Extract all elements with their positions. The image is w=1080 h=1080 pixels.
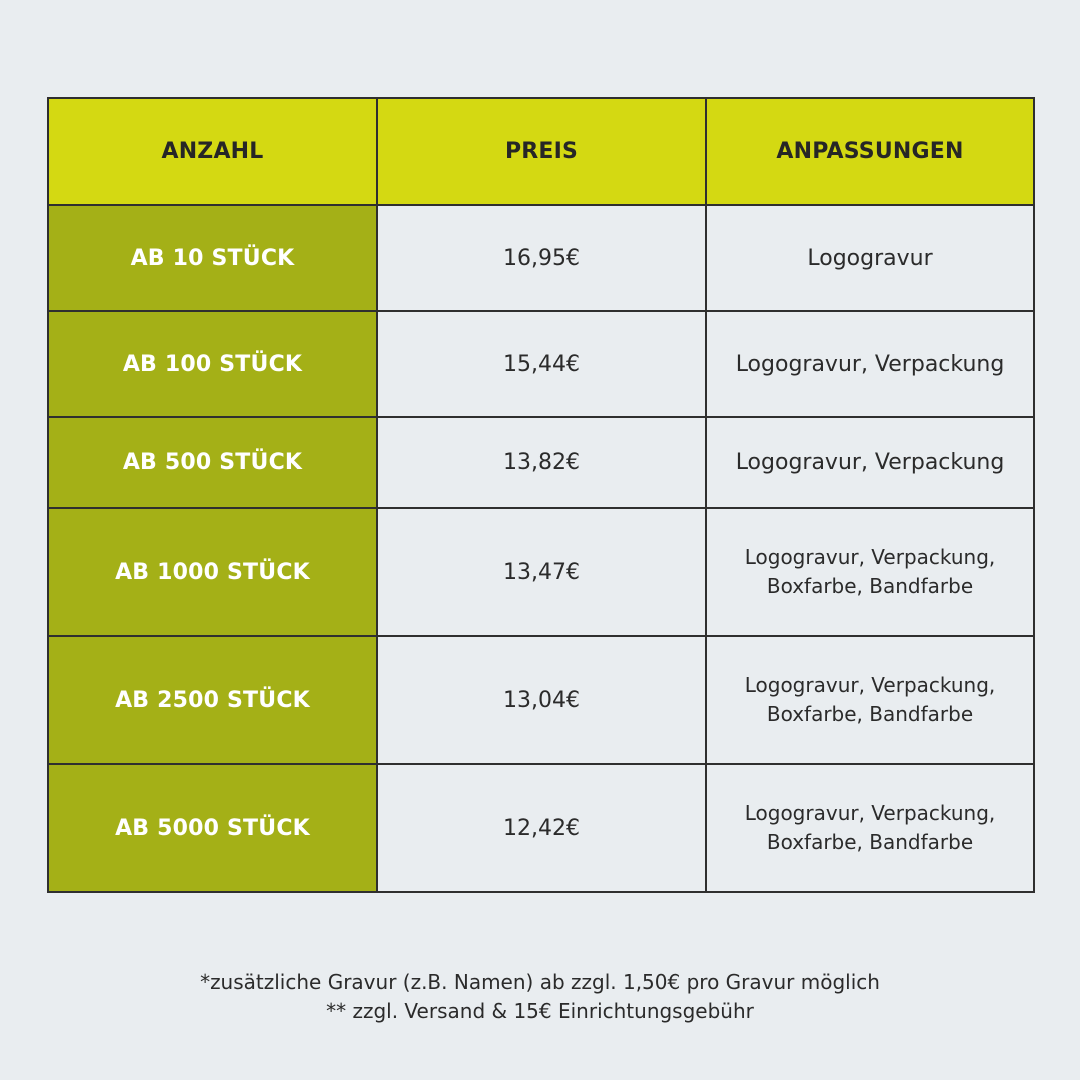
customizations-line: Boxfarbe, Bandfarbe [766, 574, 974, 598]
quantity-cell: AB 1000 STÜCK [48, 508, 377, 636]
customizations-line: Logogravur, Verpackung, [744, 545, 996, 569]
header-price: PREIS [377, 98, 706, 205]
table-row [48, 417, 1034, 508]
table-row [48, 205, 1034, 311]
price-cell: 16,95€ [377, 205, 706, 311]
table-row [48, 636, 1034, 764]
quantity-cell: AB 500 STÜCK [48, 417, 377, 508]
customizations-cell [706, 508, 1034, 636]
customizations-line: Logogravur, Verpackung [735, 450, 1005, 475]
price-cell: 15,44€ [377, 311, 706, 417]
price-cell: 12,42€ [377, 764, 706, 892]
footnotes [0, 968, 1080, 1026]
header-quantity: ANZAHL [48, 98, 377, 205]
price-cell: 13,47€ [377, 508, 706, 636]
quantity-cell: AB 5000 STÜCK [48, 764, 377, 892]
customizations-line: Boxfarbe, Bandfarbe [766, 830, 974, 854]
customizations-line: Logogravur [807, 245, 933, 271]
quantity-cell: AB 100 STÜCK [48, 311, 377, 417]
customizations-line: Logogravur, Verpackung, [744, 801, 996, 825]
customizations-line: Logogravur, Verpackung [735, 351, 1005, 377]
quantity-cell: AB 10 STÜCK [48, 205, 377, 311]
table-row [48, 311, 1034, 417]
table-row [48, 508, 1034, 636]
customizations-line: Logogravur, Verpackung, [744, 673, 996, 697]
quantity-cell: AB 2500 STÜCK [48, 636, 377, 764]
price-table [47, 97, 1035, 893]
footnote-engraving: *zusätzliche Gravur (z.B. Namen) ab zzgl. 1,50€ pro Gravur möglich [200, 970, 880, 994]
header-customizations: ANPASSUNGEN [706, 98, 1034, 205]
table-header-row [48, 98, 1034, 205]
customizations-cell [706, 764, 1034, 892]
price-cell: 13,04€ [377, 636, 706, 764]
customizations-cell [706, 205, 1034, 311]
customizations-cell [706, 636, 1034, 764]
customizations-cell [706, 311, 1034, 417]
customizations-cell [706, 417, 1034, 508]
table-row [48, 764, 1034, 892]
footnote-shipping: ** zzgl. Versand & 15€ Einrichtungsgebühr [326, 999, 754, 1023]
customizations-line: Boxfarbe, Bandfarbe [766, 702, 974, 726]
price-cell: 13,82€ [377, 417, 706, 508]
